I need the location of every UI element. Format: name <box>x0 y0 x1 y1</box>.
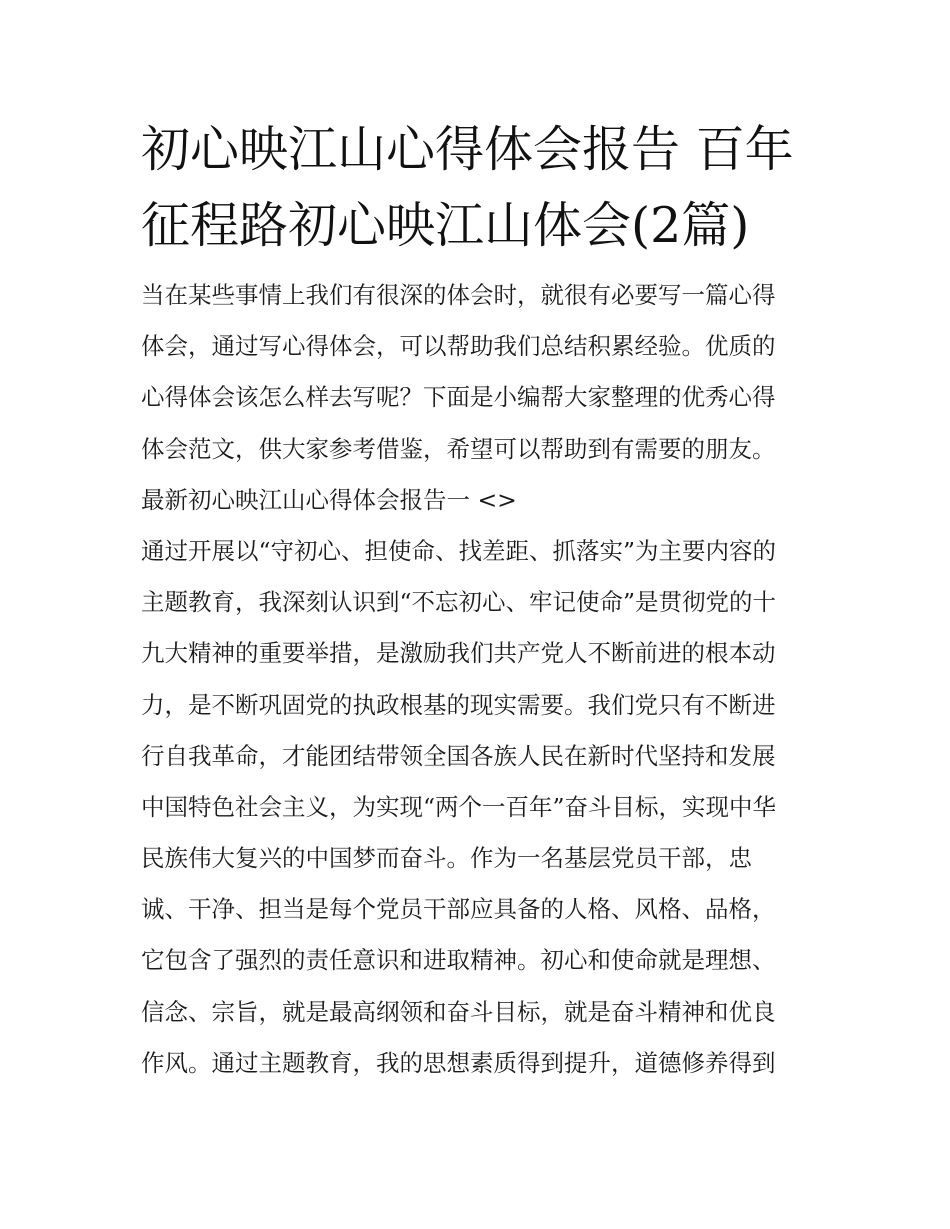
body-line-11: 中国特色社会主义，为实现“两个一百年”奋斗目标，实现中华 <box>141 792 777 821</box>
body-line-9: 力，是不断巩固党的执政根基的现实需要。我们党只有不断进 <box>141 690 776 719</box>
title-line-2: 征程路初心映江山体会(2篇) <box>141 197 750 254</box>
body-line-8: 九大精神的重要举措，是激励我们共产党人不断前进的根本动 <box>141 639 776 668</box>
document-content <box>141 112 813 1089</box>
body-line-16: 作风。通过主题教育，我的思想素质得到提升，道德修养得到 <box>141 1048 776 1077</box>
body-line-4: 体会范文，供大家参考借鉴，希望可以帮助到有需要的朋友。 <box>141 434 776 463</box>
body-line-1: 当在某些事情上我们有很深的体会时，就很有必要写一篇心得 <box>141 281 776 309</box>
body-line-10: 行自我革命，才能团结带领全国各族人民在新时代坚持和发展 <box>141 741 776 770</box>
body-line-12: 民族伟大复兴的中国梦而奋斗。作为一名基层党员干部，忠 <box>141 844 752 873</box>
body-line-15: 信念、宗旨，就是最高纲领和奋斗目标，就是奋斗精神和优良 <box>141 997 776 1026</box>
body-line-7: 主题教育，我深刻认识到“不忘初心、牢记使命”是贯彻党的十 <box>141 588 777 617</box>
body-line-2: 体会，通过写心得体会，可以帮助我们总结积累经验。优质的 <box>141 332 776 361</box>
body-line-3: 心得体会该怎么样去写呢？下面是小编帮大家整理的优秀心得 <box>141 383 776 412</box>
body-line-13: 诚、干净、担当是每个党员干部应具备的人格、风格、品格， <box>141 895 776 924</box>
document-title <box>141 112 813 264</box>
section-heading: 最新初心映江山心得体会报告一 <> <box>141 485 517 514</box>
body-line-6: 通过开展以“守初心、担使命、找差距、抓落实”为主要内容的 <box>141 536 777 565</box>
body-line-14: 它包含了强烈的责任意识和进取精神。初心和使命就是理想、 <box>141 946 776 975</box>
document-body <box>141 270 813 1089</box>
title-line-1: 初心映江山心得体会报告 百年 <box>141 121 794 178</box>
